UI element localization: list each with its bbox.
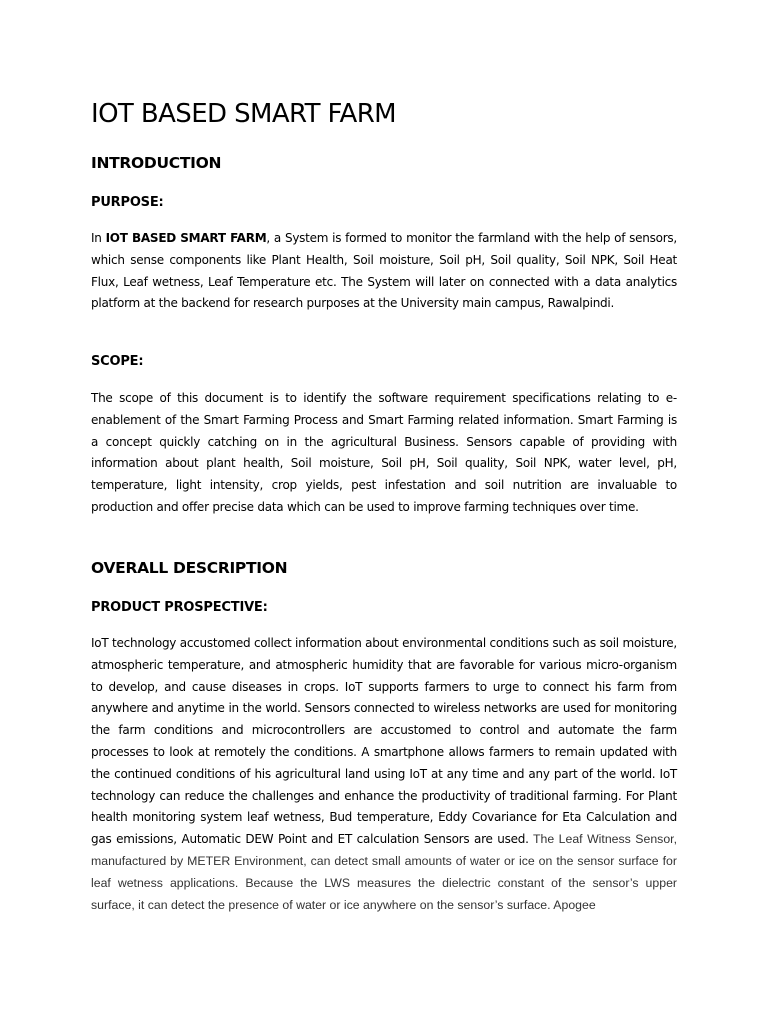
product-prospective-heading: PRODUCT PROSPECTIVE: <box>91 600 268 615</box>
product-prospective-continuation: The Leaf Witness Sensor, manufactured by METER Environment, can detect small amounts of water or ice on the sensor surface for leaf wetness applications. Because the LWS measures the dielectric constant of the sensor’s upper surface, it can detect the presence of water or ice anywhere on the sensor’s surface. Apogee <box>91 832 677 912</box>
document-title: IOT BASED SMART FARM <box>91 99 397 129</box>
overall-description-heading: OVERALL DESCRIPTION <box>91 559 288 577</box>
purpose-heading: PURPOSE: <box>91 195 164 210</box>
scope-paragraph: The scope of this document is to identify the software requirement specifications relating to e-enablement of the Smart Farming Process and Smart Farming related information. Smart Farming is a concept quickly catching on in the agricultural Business. Sensors capable of providing with information about plant health, Soil moisture, Soil pH, Soil quality, Soil NPK, water level, pH, temperature, light intensity, crop yields, pest infestation and soil nutrition are invaluable to production and offer precise data which can be used to improve farming techniques over time. <box>91 391 677 514</box>
product-prospective-paragraph <box>91 633 677 916</box>
product-prospective-body: IoT technology accustomed collect information about environmental conditions such as soil moisture, atmospheric temperature, and atmospheric humidity that are favorable for various micro-organism to develop, and cause diseases in crops. IoT supports farmers to urge to connect his farm from anywhere and anytime in the world. Sensors connected to wireless networks are used for monitoring the farm conditions and microcontrollers are accustomed to control and automate the farm processes to look at remotely the conditions. A smartphone allows farmers to remain updated with the continued conditions of his agricultural land using IoT at any time and any part of the world. IoT technology can reduce the challenges and enhance the productivity of traditional farming. For Plant health monitoring system leaf wetness, Bud temperature, Eddy Covariance for Eta Calculation and gas emissions, Automatic DEW Point and ET calculation Sensors are used. <box>91 636 677 847</box>
scope-heading: SCOPE: <box>91 354 144 369</box>
purpose-bold-term: IOT BASED SMART FARM <box>105 231 267 245</box>
purpose-lead: In <box>91 231 106 245</box>
introduction-heading: INTRODUCTION <box>91 154 222 172</box>
purpose-body: , a System is formed to monitor the farmland with the help of sensors, which sense components like Plant Health, Soil moisture, Soil pH, Soil quality, Soil NPK, Soil Heat Flux, Leaf wetness, Leaf Temperature etc. The System will later on connected with a data analytics platform at the backend for research purposes at the University main campus, Rawalpindi. <box>91 231 677 311</box>
purpose-paragraph <box>91 228 677 315</box>
